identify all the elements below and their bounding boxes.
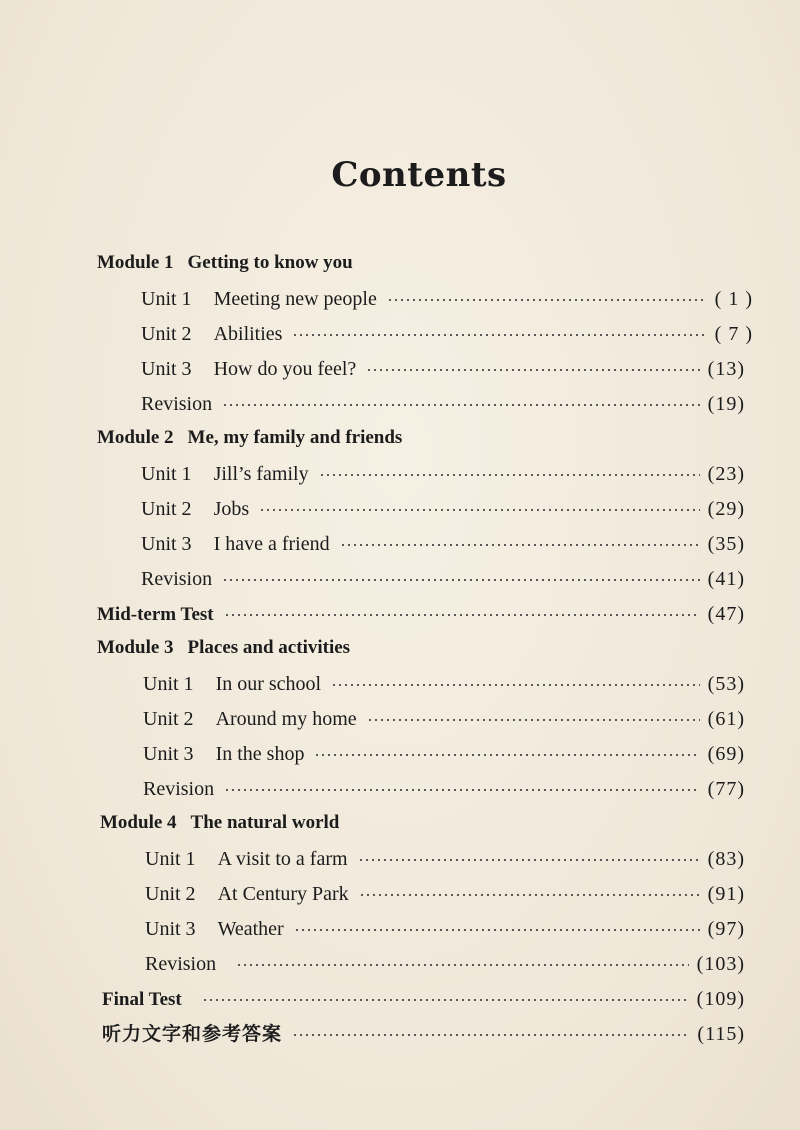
dot-leader	[292, 1034, 689, 1036]
toc-entry[interactable]	[145, 842, 745, 877]
toc-entry[interactable]	[141, 352, 745, 387]
module-number: Module 4	[100, 812, 177, 833]
page-title: Contents	[331, 155, 507, 195]
toc-entry[interactable]	[145, 912, 745, 947]
entry-title: How do you feel?	[213, 358, 357, 380]
entry-label: Final Test	[102, 989, 182, 1010]
entry-label: Unit 1	[141, 288, 192, 310]
dot-leader	[292, 334, 706, 336]
page-number: (47)	[707, 603, 745, 625]
toc-entry[interactable]	[145, 947, 745, 982]
toc-entry[interactable]	[145, 877, 745, 912]
page-number: (41)	[707, 568, 745, 590]
entry-label: Unit 2	[141, 323, 192, 345]
toc-entry-answers[interactable]	[102, 1017, 745, 1052]
page-number: (83)	[707, 848, 745, 870]
dot-leader	[259, 509, 700, 511]
entry-title: Weather	[217, 918, 284, 940]
dot-leader	[319, 474, 700, 476]
page-number: (115)	[697, 1023, 745, 1045]
dot-leader	[359, 894, 700, 896]
page-number: (109)	[696, 988, 745, 1010]
entry-label: Unit 2	[143, 708, 194, 730]
toc-entry[interactable]	[143, 772, 745, 807]
dot-leader	[387, 299, 707, 301]
entry-title: In the shop	[215, 743, 305, 765]
dot-leader	[366, 369, 699, 371]
dot-leader	[358, 859, 700, 861]
toc-entry[interactable]	[141, 562, 745, 597]
entry-title: I have a friend	[213, 533, 330, 555]
page-number: ( 7 )	[714, 323, 753, 345]
entry-label: 听力文字和参考答案	[102, 1023, 283, 1045]
dot-leader	[294, 929, 700, 931]
dot-leader	[222, 579, 700, 581]
module-title: The natural world	[190, 812, 340, 833]
dot-leader	[222, 404, 700, 406]
toc-entry-final-test[interactable]	[102, 982, 745, 1017]
entry-title: Jobs	[213, 498, 250, 520]
toc-entry[interactable]	[141, 282, 753, 317]
entry-label: Revision	[145, 953, 217, 975]
page-number: (103)	[696, 953, 745, 975]
dot-leader	[331, 684, 700, 686]
page-number: (61)	[707, 708, 745, 730]
page-number: (35)	[707, 533, 745, 555]
entry-label: Unit 3	[145, 918, 196, 940]
entry-title: Meeting new people	[213, 288, 377, 310]
toc-entry[interactable]	[143, 737, 745, 772]
page-number: (53)	[707, 673, 745, 695]
entry-label: Unit 3	[141, 533, 192, 555]
dot-leader	[224, 614, 700, 616]
entry-label: Unit 1	[145, 848, 196, 870]
toc-entry[interactable]	[143, 702, 745, 737]
module-title: Places and activities	[187, 637, 351, 658]
entry-label: Unit 2	[141, 498, 192, 520]
entry-title: Around my home	[215, 708, 357, 730]
dot-leader	[314, 754, 699, 756]
dot-leader	[224, 789, 700, 791]
page-number: (91)	[707, 883, 745, 905]
dot-leader	[367, 719, 700, 721]
entry-label: Unit 2	[145, 883, 196, 905]
toc-entry-mid-term[interactable]	[97, 597, 745, 632]
entry-label: Unit 3	[143, 743, 194, 765]
entry-label: Unit 1	[141, 463, 192, 485]
page-number: ( 1 )	[714, 288, 753, 310]
module-heading	[100, 812, 339, 834]
dot-leader	[340, 544, 700, 546]
toc-entry[interactable]	[143, 667, 745, 702]
page-number: (19)	[707, 393, 745, 415]
entry-title: Jill’s family	[213, 463, 309, 485]
entry-title: Abilities	[213, 323, 283, 345]
entry-label: Unit 1	[143, 673, 194, 695]
entry-title: In our school	[215, 673, 322, 695]
entry-title: At Century Park	[217, 883, 349, 905]
toc-entry[interactable]	[141, 492, 745, 527]
page-number: (13)	[707, 358, 745, 380]
module-number: Module 3	[97, 637, 174, 658]
module-heading	[97, 637, 350, 659]
page-number: (77)	[707, 778, 745, 800]
module-number: Module 1	[97, 252, 174, 273]
entry-label: Revision	[141, 568, 213, 590]
entry-label: Mid-term Test	[97, 604, 214, 625]
module-number: Module 2	[97, 427, 174, 448]
entry-label: Revision	[143, 778, 215, 800]
toc-entry[interactable]	[141, 387, 745, 422]
module-heading	[97, 427, 402, 449]
dot-leader	[236, 964, 689, 966]
page-number: (23)	[707, 463, 745, 485]
page-number: (97)	[707, 918, 745, 940]
entry-label: Revision	[141, 393, 213, 415]
module-heading	[97, 252, 353, 274]
page-number: (29)	[707, 498, 745, 520]
page-number: (69)	[707, 743, 745, 765]
module-title: Me, my family and friends	[187, 427, 403, 448]
toc-entry[interactable]	[141, 527, 745, 562]
toc-entry[interactable]	[141, 317, 753, 352]
dot-leader	[202, 999, 689, 1001]
toc-entry[interactable]	[141, 457, 745, 492]
entry-title: A visit to a farm	[217, 848, 348, 870]
module-title: Getting to know you	[187, 252, 353, 273]
entry-label: Unit 3	[141, 358, 192, 380]
